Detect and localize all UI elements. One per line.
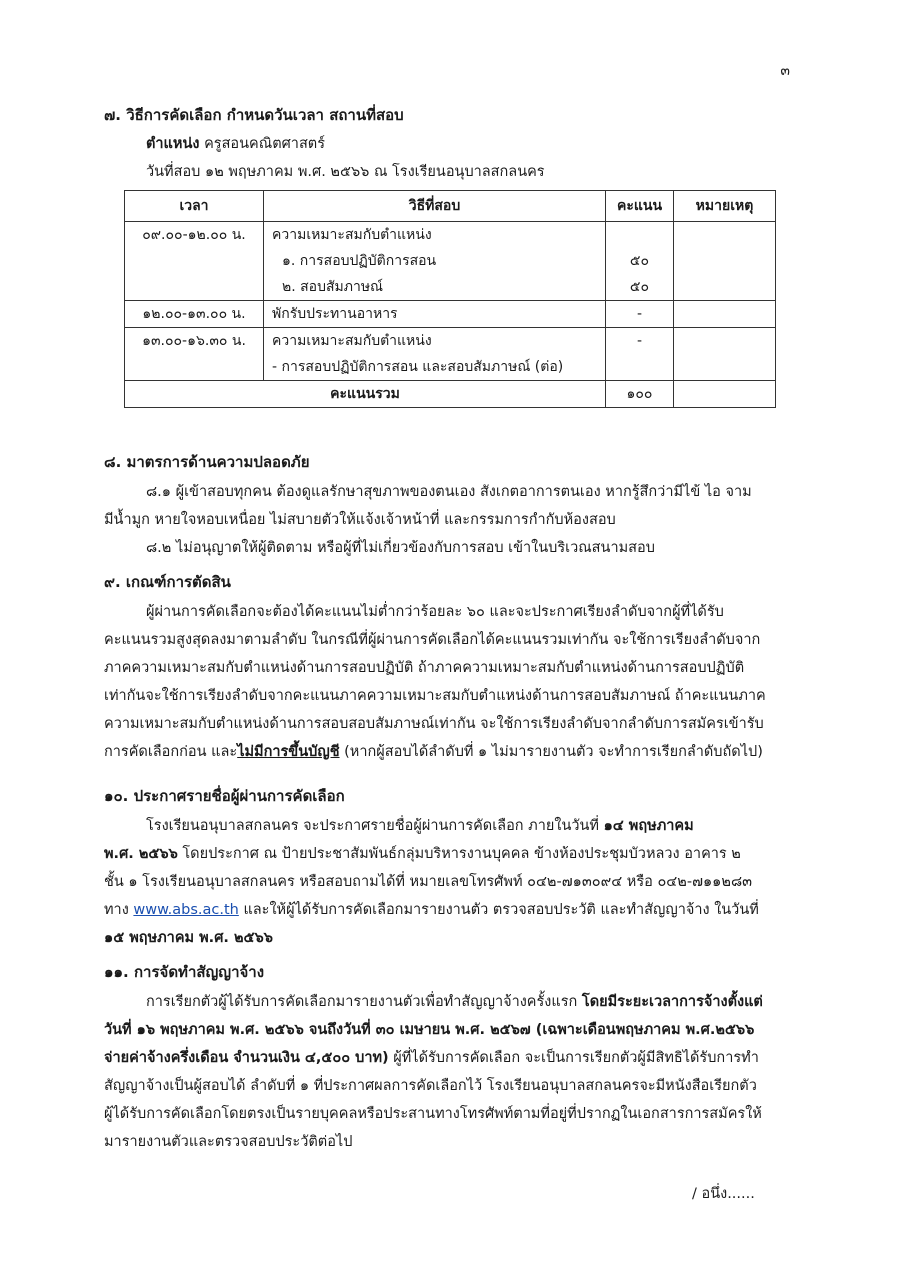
method-cell: ๑. การสอบปฏิบัติการสอน [264,248,606,274]
s9-line6-a: การคัดเลือกก่อน และ [104,744,238,760]
s10-line1-a: โรงเรียนอนุบาลสกลนคร จะประกาศรายชื่อผู้ผ่านการคัดเลือก ภายในวันที่ [146,818,604,834]
s9-line4: เท่ากันจะใช้การเรียงลำดับจากคะแนนภาคความเหมาะสมกับตำแหน่งด้านการสอบสัมภาษณ์ ถ้าคะแนนภาค [104,688,766,704]
s10-line5 [104,926,273,949]
contract-period: วันที่ ๑๖ พฤษภาคม พ.ศ. ๒๕๖๖ จนถึงวันที่ ๓๐ เมษายน พ.ศ. ๒๕๖๗ (เฉพาะเดือนพฤษภาคม พ.ศ.๒๕๖๖ [104,1022,755,1038]
table-row [125,274,776,301]
section-7-heading: ๗. วิธีการคัดเลือก กำหนดวันเวลา สถานที่สอบ [104,106,404,124]
table-row [125,354,776,381]
s9-line6 [104,740,763,763]
s11-line3-b: ผู้ที่ได้รับการคัดเลือก จะเป็นการเรียกตัวผู้มีสิทธิได้รับการทำ [388,1050,759,1066]
section-11-heading: ๑๑. การจัดทำสัญญาจ้าง [104,963,265,981]
s10-line3: ชั้น ๑ โรงเรียนอนุบาลสกลนคร หรือสอบถามได้ที่ หมายเลขโทรศัพท์ ๐๔๒-๗๑๓๐๙๔ หรือ ๐๔๒-๗๑๑๒๘๓ [104,874,753,890]
score-cell: - [606,301,674,328]
exam-date-line: วันที่สอบ ๑๒ พฤษภาคม พ.ศ. ๒๕๖๖ ณ โรงเรียนอนุบาลสกลนคร [146,164,545,180]
s10-line1 [146,814,694,837]
score-cell: ๕๐ [606,248,674,274]
method-cell: ๒. สอบสัมภาษณ์ [264,274,606,301]
time-cell [125,354,264,381]
s9-line2: คะแนนรวมสูงสุดลงมาตามลำดับ ในกรณีที่ผู้ผ่านการคัดเลือกได้คะแนนรวมเท่ากัน จะใช้การเรียงลำดับจาก [104,632,761,648]
note-cell [674,248,776,274]
note-cell [674,301,776,328]
s8-item2: ๘.๒ ไม่อนุญาตให้ผู้ติดตาม หรือผู้ที่ไม่เกี่ยวข้องกับการสอบ เข้าในบริเวณสนามสอบ [146,540,655,556]
method-cell: ความเหมาะสมกับตำแหน่ง [264,222,606,249]
table-total-row [125,381,776,408]
section-9-heading: ๙. เกณฑ์การตัดสิน [104,573,231,591]
s10-line2 [104,842,741,865]
note-cell [674,222,776,249]
score-cell [606,354,674,381]
score-cell: - [606,328,674,355]
s11-line4: สัญญาจ้างเป็นผู้สอบได้ ลำดับที่ ๑ ที่ประกาศผลการคัดเลือกไว้ โรงเรียนอนุบาลสกลนครจะมีหนังสือเรียกตัว [104,1078,757,1094]
report-date: ๑๕ พฤษภาคม พ.ศ. ๒๕๖๖ [104,930,273,946]
table-row [125,301,776,328]
website-link[interactable]: www.abs.ac.th [133,902,239,918]
total-note-cell [674,381,776,408]
table-row [125,222,776,249]
s11-line3 [104,1046,759,1069]
header-time: เวลา [125,191,264,222]
header-note: หมายเหตุ [674,191,776,222]
header-method: วิธีที่สอบ [264,191,606,222]
s11-line1 [146,990,763,1013]
position-value: ครูสอนคณิตศาสตร์ [199,136,326,152]
method-cell: ความเหมาะสมกับตำแหน่ง [264,328,606,355]
s11-line6: มารายงานตัวและตรวจสอบประวัติต่อไป [104,1134,353,1150]
s10-line4-a: ทาง [104,902,134,918]
s11-line1-a: การเรียกตัวผู้ได้รับการคัดเลือกมารายงานตัวเพื่อทำสัญญาจ้างครั้งแรก [146,994,582,1010]
s8-item1-line2: มีน้ำมูก หายใจหอบเหนื่อย ไม่สบายตัวให้แจ้งเจ้าหน้าที่ และกรรมการกำกับห้องสอบ [104,512,616,528]
page-number: ๓ [780,63,790,79]
time-cell: ๐๙.๐๐-๑๒.๐๐ น. [125,222,264,249]
time-cell: ๑๓.๐๐-๑๖.๓๐ น. [125,328,264,355]
exam-schedule-table [124,190,776,408]
method-cell: - การสอบปฏิบัติการสอน และสอบสัมภาษณ์ (ต่อ) [264,354,606,381]
header-score: คะแนน [606,191,674,222]
method-cell: พักรับประทานอาหาร [264,301,606,328]
position-label: ตำแหน่ง [146,136,200,152]
table-row [125,328,776,355]
note-cell [674,274,776,301]
total-value: ๑๐๐ [606,381,674,408]
s11-line2 [104,1018,754,1041]
note-cell [674,354,776,381]
s11-line1-b: โดยมีระยะเวลาการจ้างตั้งแต่ [581,994,763,1010]
half-month-pay: จ่ายค่าจ้างครึ่งเดือน จำนวนเงิน ๔,๕๐๐ บาท) [104,1050,389,1066]
s10-line2-b: โดยประกาศ ณ ป้ายประชาสัมพันธ์กลุ่มบริหารงานบุคคล ข้างห้องประชุมบัวหลวง อาคาร ๒ [177,846,741,862]
s9-line3: ภาคความเหมาะสมกับตำแหน่งด้านการสอบปฏิบัติ ถ้าภาคความเหมาะสมกับตำแหน่งด้านการสอบปฏิบัติ [104,660,745,676]
announce-year: พ.ศ. ๒๕๖๖ [104,846,178,862]
score-cell [606,222,674,249]
time-cell [125,248,264,274]
table-row [125,248,776,274]
s9-line5: ความเหมาะสมกับตำแหน่งด้านการสอบสอบสัมภาษณ์เท่ากัน จะใช้การเรียงลำดับจากลำดับการสมัครเข้ารับ [104,716,764,732]
total-label: คะแนนรวม [125,381,606,408]
section-8-heading: ๘. มาตรการด้านความปลอดภัย [104,453,310,471]
position-line [146,132,325,155]
s9-line1: ผู้ผ่านการคัดเลือกจะต้องได้คะแนนไม่ต่ำกว่าร้อยละ ๖๐ และจะประกาศเรียงลำดับจากผู้ที่ได้รับ [146,604,724,620]
time-cell: ๑๒.๐๐-๑๓.๐๐ น. [125,301,264,328]
s8-item1-line1: ๘.๑ ผู้เข้าสอบทุกคน ต้องดูแลรักษาสุขภาพของตนเอง สังเกตอาการตนเอง หากรู้สึกว่ามีไข้ ไอ จาม [146,484,752,500]
s9-line6-c: (หากผู้สอบได้ลำดับที่ ๑ ไม่มารายงานตัว จะทำการเรียกลำดับถัดไป) [339,744,763,760]
score-cell: ๕๐ [606,274,674,301]
continued-footer: / อนึ่ง...... [692,1186,755,1202]
time-cell [125,274,264,301]
no-waiting-list-text: ไม่มีการขึ้นบัญชี [237,744,340,760]
announce-date: ๑๔ พฤษภาคม [603,818,694,834]
note-cell [674,328,776,355]
section-10-heading: ๑๐. ประกาศรายชื่อผู้ผ่านการคัดเลือก [104,787,345,805]
s10-line4-b: และให้ผู้ได้รับการคัดเลือกมารายงานตัว ตรวจสอบประวัติ และทำสัญญาจ้าง ในวันที่ [238,902,759,918]
s11-line5: ผู้ได้รับการคัดเลือกโดยตรงเป็นรายบุคคลหรือประสานทางโทรศัพท์ตามที่อยู่ที่ปรากฏในเอกสารการสมัครให้ [104,1106,762,1122]
s10-line4 [104,898,759,921]
table-header-row [125,191,776,222]
